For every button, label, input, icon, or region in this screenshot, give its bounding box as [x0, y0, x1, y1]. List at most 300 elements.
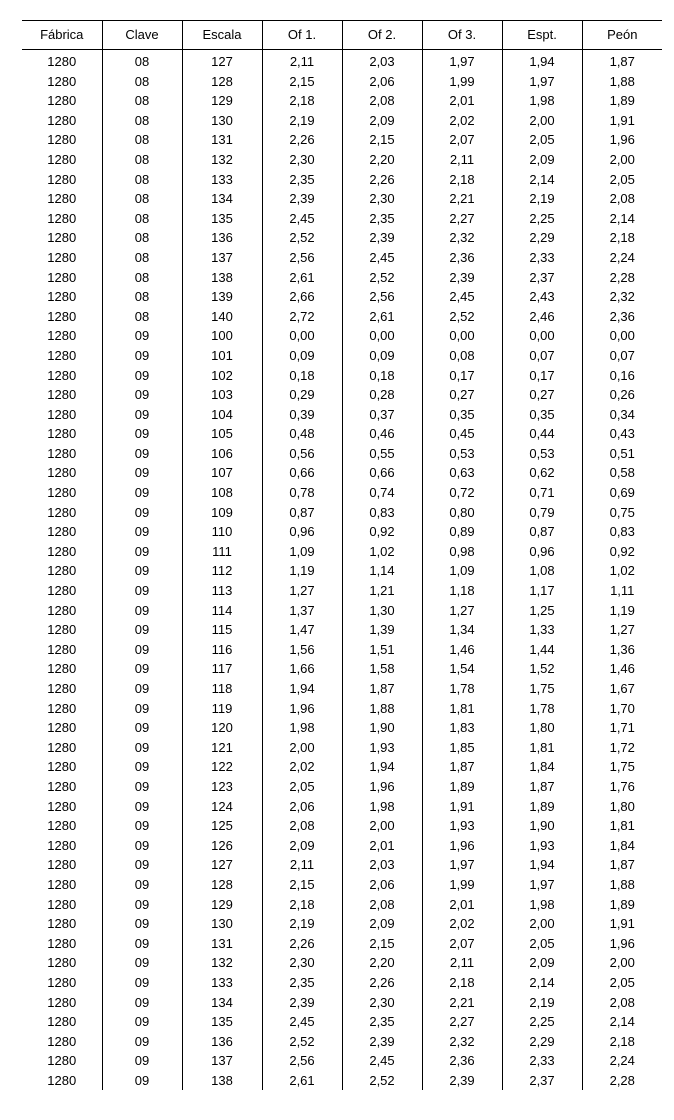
cell-peon: 1,75	[582, 757, 662, 777]
cell-fabrica: 1280	[47, 191, 77, 207]
cell-of2: 2,52	[342, 1071, 422, 1091]
cell-clave: 09	[102, 679, 182, 699]
table-row	[22, 601, 662, 621]
cell-of1: 2,61	[262, 268, 342, 288]
cell-clave: 08	[102, 287, 182, 307]
cell-of3: 1,99	[422, 875, 502, 895]
cell-of1: 0,66	[262, 463, 342, 483]
cell-of3: 0,17	[422, 366, 502, 386]
cell-espt: 2,46	[502, 307, 582, 327]
cell-of2: 0,37	[342, 405, 422, 425]
cell-of3: 1,99	[422, 72, 502, 92]
cell-of1: 1,37	[262, 601, 342, 621]
cell-of2: 2,61	[342, 307, 422, 327]
cell-of2: 0,18	[342, 366, 422, 386]
table-row	[22, 777, 662, 797]
table-row	[22, 953, 662, 973]
cell-clave: 09	[102, 463, 182, 483]
cell-of1: 2,30	[262, 953, 342, 973]
cell-escala: 137	[182, 248, 262, 268]
table-row	[22, 170, 662, 190]
cell-of3: 1,83	[422, 718, 502, 738]
cell-escala: 126	[182, 836, 262, 856]
cell-peon: 2,05	[582, 170, 662, 190]
cell-peon: 1,87	[582, 855, 662, 875]
cell-of2: 0,46	[342, 424, 422, 444]
cell-espt: 0,00	[502, 326, 582, 346]
cell-of1: 0,87	[262, 503, 342, 523]
cell-peon: 1,81	[582, 816, 662, 836]
cell-espt: 1,08	[502, 561, 582, 581]
cell-clave: 09	[102, 836, 182, 856]
cell-peon: 0,69	[582, 483, 662, 503]
cell-espt: 2,09	[502, 953, 582, 973]
cell-espt: 1,25	[502, 601, 582, 621]
cell-peon: 1,96	[582, 934, 662, 954]
cell-peon: 1,19	[582, 601, 662, 621]
cell-escala: 132	[182, 150, 262, 170]
cell-of2: 0,83	[342, 503, 422, 523]
cell-of2: 0,55	[342, 444, 422, 464]
cell-of3: 2,07	[422, 934, 502, 954]
cell-of3: 2,32	[422, 1032, 502, 1052]
cell-of1: 0,29	[262, 385, 342, 405]
cell-peon: 2,14	[582, 1012, 662, 1032]
table-row	[22, 307, 662, 327]
cell-peon: 1,89	[582, 895, 662, 915]
cell-espt: 1,98	[502, 91, 582, 111]
cell-peon: 1,88	[582, 875, 662, 895]
table-row	[22, 503, 662, 523]
cell-clave: 09	[102, 385, 182, 405]
cell-of1: 2,15	[262, 875, 342, 895]
cell-of2: 1,94	[342, 757, 422, 777]
table-row	[22, 993, 662, 1013]
cell-escala: 108	[182, 483, 262, 503]
cell-of2: 0,66	[342, 463, 422, 483]
cell-peon: 1,02	[582, 561, 662, 581]
cell-fabrica: 1280	[47, 93, 77, 109]
cell-of2: 2,30	[342, 189, 422, 209]
cell-of3: 2,02	[422, 111, 502, 131]
cell-clave: 09	[102, 1071, 182, 1091]
cell-clave: 09	[102, 777, 182, 797]
cell-of3: 1,27	[422, 601, 502, 621]
cell-escala: 118	[182, 679, 262, 699]
cell-fabrica: 1280	[47, 445, 77, 461]
table-row	[22, 542, 662, 562]
cell-clave: 08	[102, 268, 182, 288]
cell-escala: 136	[182, 1032, 262, 1052]
cell-escala: 128	[182, 72, 262, 92]
table-row	[22, 797, 662, 817]
cell-of2: 2,06	[342, 875, 422, 895]
cell-clave: 09	[102, 895, 182, 915]
cell-peon: 1,27	[582, 620, 662, 640]
table-row	[22, 424, 662, 444]
cell-fabrica: 1280	[47, 524, 77, 540]
cell-of1: 0,48	[262, 424, 342, 444]
cell-of2: 2,56	[342, 287, 422, 307]
cell-fabrica: 1280	[47, 778, 77, 794]
cell-of3: 2,39	[422, 268, 502, 288]
cell-peon: 2,14	[582, 209, 662, 229]
cell-of3: 1,54	[422, 659, 502, 679]
cell-of1: 2,19	[262, 111, 342, 131]
cell-fabrica: 1280	[47, 543, 77, 559]
cell-peon: 0,43	[582, 424, 662, 444]
cell-clave: 09	[102, 738, 182, 758]
cell-of3: 2,18	[422, 973, 502, 993]
cell-fabrica: 1280	[47, 641, 77, 657]
cell-peon: 2,24	[582, 248, 662, 268]
cell-espt: 0,17	[502, 366, 582, 386]
table-row	[22, 836, 662, 856]
cell-peon: 0,16	[582, 366, 662, 386]
cell-peon: 2,32	[582, 287, 662, 307]
cell-escala: 116	[182, 640, 262, 660]
cell-escala: 129	[182, 91, 262, 111]
cell-of3: 2,11	[422, 953, 502, 973]
cell-of1: 2,11	[262, 855, 342, 875]
cell-of3: 1,97	[422, 855, 502, 875]
cell-of1: 2,18	[262, 895, 342, 915]
table-row	[22, 522, 662, 542]
cell-peon: 2,28	[582, 268, 662, 288]
cell-escala: 110	[182, 522, 262, 542]
cell-of1: 2,18	[262, 91, 342, 111]
table-row	[22, 581, 662, 601]
cell-fabrica: 1280	[47, 896, 77, 912]
cell-espt: 1,87	[502, 777, 582, 797]
cell-peon: 0,00	[582, 326, 662, 346]
cell-peon: 1,88	[582, 72, 662, 92]
cell-of1: 2,45	[262, 1012, 342, 1032]
cell-peon: 2,00	[582, 953, 662, 973]
cell-of1: 0,09	[262, 346, 342, 366]
cell-of3: 2,21	[422, 993, 502, 1013]
cell-clave: 09	[102, 993, 182, 1013]
table-row	[22, 385, 662, 405]
cell-escala: 120	[182, 718, 262, 738]
cell-fabrica: 1280	[47, 426, 77, 442]
cell-fabrica: 1280	[47, 739, 77, 755]
cell-of1: 0,39	[262, 405, 342, 425]
cell-peon: 1,46	[582, 659, 662, 679]
cell-clave: 08	[102, 209, 182, 229]
table-row	[22, 1051, 662, 1071]
cell-espt: 1,44	[502, 640, 582, 660]
cell-of1: 2,00	[262, 738, 342, 758]
cell-of2: 2,15	[342, 130, 422, 150]
cell-espt: 1,33	[502, 620, 582, 640]
cell-clave: 09	[102, 1012, 182, 1032]
cell-clave: 09	[102, 640, 182, 660]
cell-espt: 2,37	[502, 268, 582, 288]
cell-of3: 1,81	[422, 699, 502, 719]
cell-clave: 09	[102, 934, 182, 954]
cell-escala: 114	[182, 601, 262, 621]
cell-escala: 102	[182, 366, 262, 386]
cell-of3: 0,80	[422, 503, 502, 523]
cell-espt: 1,81	[502, 738, 582, 758]
cell-fabrica: 1280	[47, 994, 77, 1010]
cell-clave: 09	[102, 620, 182, 640]
cell-clave: 09	[102, 875, 182, 895]
cell-fabrica: 1280	[47, 1072, 77, 1088]
cell-of1: 2,35	[262, 170, 342, 190]
header-of3: Of 3.	[422, 21, 502, 50]
table-row	[22, 50, 662, 72]
cell-escala: 125	[182, 816, 262, 836]
cell-fabrica: 1280	[47, 700, 77, 716]
cell-of2: 1,21	[342, 581, 422, 601]
cell-fabrica: 1280	[47, 210, 77, 226]
cell-escala: 128	[182, 875, 262, 895]
cell-espt: 0,35	[502, 405, 582, 425]
cell-peon: 1,80	[582, 797, 662, 817]
cell-clave: 09	[102, 483, 182, 503]
cell-escala: 111	[182, 542, 262, 562]
cell-peon: 0,51	[582, 444, 662, 464]
cell-espt: 1,84	[502, 757, 582, 777]
table-row	[22, 973, 662, 993]
cell-clave: 09	[102, 1032, 182, 1052]
table-row	[22, 640, 662, 660]
cell-of3: 2,32	[422, 228, 502, 248]
cell-peon: 2,08	[582, 993, 662, 1013]
cell-clave: 08	[102, 130, 182, 150]
cell-espt: 0,53	[502, 444, 582, 464]
cell-escala: 133	[182, 973, 262, 993]
cell-espt: 1,78	[502, 699, 582, 719]
header-of1: Of 1.	[262, 21, 342, 50]
cell-of3: 0,72	[422, 483, 502, 503]
cell-escala: 135	[182, 209, 262, 229]
table-row	[22, 816, 662, 836]
cell-fabrica: 1280	[47, 151, 77, 167]
cell-escala: 130	[182, 111, 262, 131]
cell-of3: 2,27	[422, 1012, 502, 1032]
cell-of2: 2,08	[342, 91, 422, 111]
cell-escala: 103	[182, 385, 262, 405]
cell-fabrica: 1280	[47, 406, 77, 422]
cell-of2: 2,20	[342, 953, 422, 973]
cell-of3: 2,07	[422, 130, 502, 150]
cell-of1: 2,56	[262, 1051, 342, 1071]
table-row	[22, 248, 662, 268]
cell-espt: 1,75	[502, 679, 582, 699]
cell-of1: 2,05	[262, 777, 342, 797]
cell-peon: 2,00	[582, 150, 662, 170]
cell-espt: 2,25	[502, 209, 582, 229]
cell-escala: 140	[182, 307, 262, 327]
cell-of3: 0,35	[422, 405, 502, 425]
cell-espt: 1,90	[502, 816, 582, 836]
cell-escala: 131	[182, 934, 262, 954]
cell-espt: 0,71	[502, 483, 582, 503]
cell-of3: 1,97	[422, 50, 502, 72]
table-row	[22, 561, 662, 581]
cell-fabrica: 1280	[47, 798, 77, 814]
table-row	[22, 483, 662, 503]
cell-espt: 1,98	[502, 895, 582, 915]
cell-escala: 100	[182, 326, 262, 346]
cell-escala: 115	[182, 620, 262, 640]
table-row	[22, 738, 662, 758]
cell-of1: 2,52	[262, 1032, 342, 1052]
table-row	[22, 189, 662, 209]
header-espt: Espt.	[502, 21, 582, 50]
cell-of1: 2,66	[262, 287, 342, 307]
cell-fabrica: 1280	[47, 720, 77, 736]
cell-escala: 106	[182, 444, 262, 464]
cell-peon: 1,70	[582, 699, 662, 719]
cell-of1: 2,06	[262, 797, 342, 817]
cell-espt: 1,94	[502, 50, 582, 72]
cell-clave: 09	[102, 659, 182, 679]
cell-espt: 0,79	[502, 503, 582, 523]
cell-clave: 08	[102, 150, 182, 170]
cell-espt: 1,97	[502, 72, 582, 92]
cell-of3: 2,01	[422, 895, 502, 915]
cell-clave: 08	[102, 228, 182, 248]
cell-peon: 0,34	[582, 405, 662, 425]
cell-of1: 0,18	[262, 366, 342, 386]
cell-escala: 132	[182, 953, 262, 973]
cell-clave: 09	[102, 503, 182, 523]
cell-fabrica: 1280	[47, 289, 77, 305]
cell-escala: 134	[182, 993, 262, 1013]
cell-clave: 08	[102, 50, 182, 72]
cell-peon: 1,36	[582, 640, 662, 660]
table-row	[22, 91, 662, 111]
cell-fabrica: 1280	[47, 1053, 77, 1069]
cell-of2: 0,00	[342, 326, 422, 346]
cell-of3: 1,34	[422, 620, 502, 640]
cell-fabrica: 1280	[47, 955, 77, 971]
cell-espt: 0,96	[502, 542, 582, 562]
table-row	[22, 718, 662, 738]
cell-of2: 2,26	[342, 973, 422, 993]
cell-of1: 1,96	[262, 699, 342, 719]
cell-espt: 2,00	[502, 914, 582, 934]
cell-of2: 1,87	[342, 679, 422, 699]
cell-escala: 119	[182, 699, 262, 719]
cell-of1: 1,98	[262, 718, 342, 738]
cell-peon: 0,83	[582, 522, 662, 542]
cell-clave: 09	[102, 973, 182, 993]
cell-fabrica: 1280	[47, 347, 77, 363]
cell-of1: 2,45	[262, 209, 342, 229]
table-row	[22, 1012, 662, 1032]
cell-of1: 2,61	[262, 1071, 342, 1091]
cell-escala: 136	[182, 228, 262, 248]
cell-clave: 09	[102, 601, 182, 621]
cell-fabrica: 1280	[47, 876, 77, 892]
cell-escala: 104	[182, 405, 262, 425]
cell-espt: 2,19	[502, 189, 582, 209]
header-escala: Escala	[182, 21, 262, 50]
cell-of1: 1,66	[262, 659, 342, 679]
cell-peon: 0,75	[582, 503, 662, 523]
table-row	[22, 366, 662, 386]
cell-espt: 0,87	[502, 522, 582, 542]
cell-of3: 0,89	[422, 522, 502, 542]
cell-of3: 0,00	[422, 326, 502, 346]
cell-peon: 1,89	[582, 91, 662, 111]
cell-clave: 09	[102, 542, 182, 562]
cell-espt: 1,97	[502, 875, 582, 895]
cell-espt: 2,33	[502, 1051, 582, 1071]
table-row	[22, 934, 662, 954]
cell-espt: 2,00	[502, 111, 582, 131]
cell-of2: 1,90	[342, 718, 422, 738]
cell-clave: 09	[102, 855, 182, 875]
cell-espt: 2,14	[502, 973, 582, 993]
cell-fabrica: 1280	[47, 367, 77, 383]
cell-of3: 2,45	[422, 287, 502, 307]
cell-peon: 0,92	[582, 542, 662, 562]
cell-fabrica: 1280	[47, 583, 77, 599]
cell-of3: 0,45	[422, 424, 502, 444]
cell-of3: 2,21	[422, 189, 502, 209]
cell-of2: 2,39	[342, 228, 422, 248]
cell-of2: 2,06	[342, 72, 422, 92]
cell-of1: 0,78	[262, 483, 342, 503]
cell-escala: 107	[182, 463, 262, 483]
cell-of3: 1,93	[422, 816, 502, 836]
table-row	[22, 268, 662, 288]
cell-escala: 137	[182, 1051, 262, 1071]
cell-clave: 08	[102, 170, 182, 190]
cell-fabrica: 1280	[47, 328, 77, 344]
cell-escala: 139	[182, 287, 262, 307]
cell-of3: 2,39	[422, 1071, 502, 1091]
cell-clave: 09	[102, 914, 182, 934]
table-row	[22, 659, 662, 679]
cell-escala: 130	[182, 914, 262, 934]
cell-of1: 2,35	[262, 973, 342, 993]
cell-of3: 2,11	[422, 150, 502, 170]
cell-of3: 1,46	[422, 640, 502, 660]
cell-of3: 2,01	[422, 91, 502, 111]
cell-escala: 134	[182, 189, 262, 209]
cell-of2: 2,01	[342, 836, 422, 856]
cell-escala: 135	[182, 1012, 262, 1032]
cell-of1: 2,08	[262, 816, 342, 836]
table-row	[22, 209, 662, 229]
cell-clave: 08	[102, 111, 182, 131]
cell-clave: 09	[102, 797, 182, 817]
cell-of1: 0,00	[262, 326, 342, 346]
cell-of2: 1,39	[342, 620, 422, 640]
cell-of1: 1,09	[262, 542, 342, 562]
table-row	[22, 130, 662, 150]
cell-of2: 2,08	[342, 895, 422, 915]
cell-espt: 0,07	[502, 346, 582, 366]
cell-peon: 2,08	[582, 189, 662, 209]
cell-clave: 08	[102, 72, 182, 92]
cell-peon: 2,24	[582, 1051, 662, 1071]
cell-of2: 0,28	[342, 385, 422, 405]
cell-clave: 08	[102, 307, 182, 327]
table-body	[22, 50, 662, 1091]
cell-of2: 2,03	[342, 855, 422, 875]
cell-espt: 2,14	[502, 170, 582, 190]
cell-espt: 2,05	[502, 934, 582, 954]
cell-of2: 2,35	[342, 209, 422, 229]
